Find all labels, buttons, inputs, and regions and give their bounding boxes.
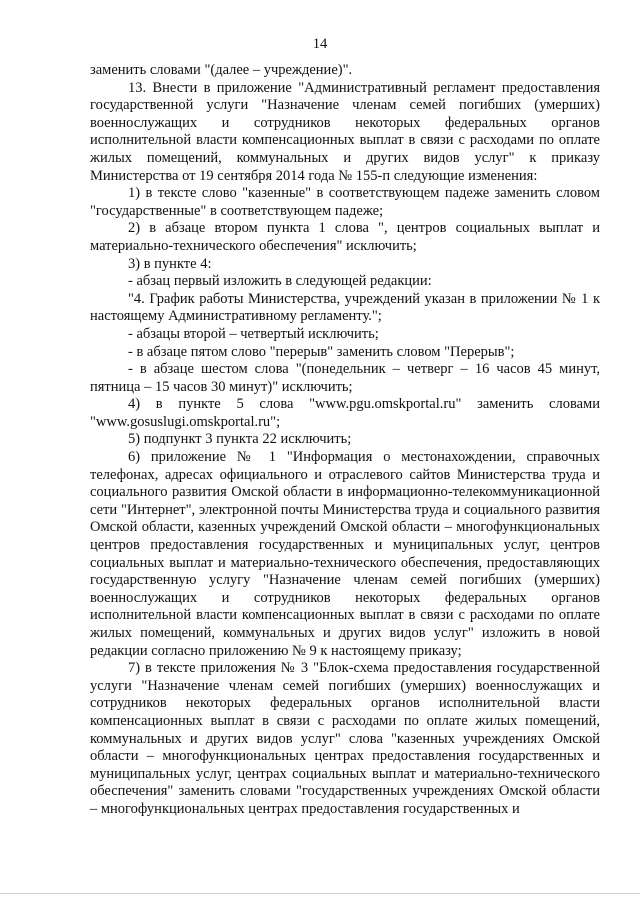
paragraph: 5) подпункт 3 пункта 22 исключить; <box>128 431 352 448</box>
paragraph: 13. Внести в приложение "Административный регламент предоставления государственной услуги "Назначение членам семей погибших (умерших) военнослужащих и сотрудников некоторых федеральных органов исполнительной власти компенсационных выплат в связи с расходами по оплате жилых помещений, коммунальных и других видов услуг" к приказу Министерства от 19 сентября 2014 года № 155-п следующие изменения: <box>90 79 600 184</box>
paragraph: заменить словами "(далее – учреждение)". <box>90 62 353 78</box>
page-number: 14 <box>312 36 328 52</box>
document-body <box>90 62 600 819</box>
paragraph: - абзацы второй – четвертый исключить; <box>128 325 379 342</box>
paragraph: 1) в тексте слово "казенные" в соответствующем падеже заменить словом "государственные" в соответствующем падеже; <box>90 185 600 219</box>
paragraph: 7) в тексте приложения № 3 "Блок-схема предоставления государственной услуги "Назначение членам семей погибших (умерших) военнослужащих и сотрудников некоторых федеральных органов исполнительной власти компенсационных выплат в связи с расходами по оплате жилых помещений, коммунальных и других видов услуг" слова "казенных учреждениях Омской области – многофункциональных центрах предоставления государственных и муниципальных услуг, центрах социальных выплат и материально-технического обеспечения" заменить словами "государственных учреждениях Омской области – многофункциональных центрах предоставления государственных и <box>90 660 600 817</box>
page-edge-divider <box>0 893 640 894</box>
paragraph: 6) приложение № 1 "Информация о местонахождении, справочных телефонах, адресах официального и отраслевого сайтов Министерства труда и социального развития Омской области в информационно-телекоммуникационной сети "Интернет", электронной почты Министерства труда и социального развития Омской области, казенных учреждений Омской области – многофункциональных центров предоставления государственных и муниципальных услуг, центров социальных выплат и материально-технического обеспечения, предоставляющих государственную услугу "Назначение членам семей погибших (умерших) военнослужащих и сотрудников некоторых федеральных органов исполнительной власти компенсационных выплат в связи с расходами по оплате жилых помещений, коммунальных и других видов услуг" изложить в новой редакции согласно приложению № 9 к настоящему приказу; <box>90 449 600 659</box>
paragraph: 3) в пункте 4: <box>128 255 212 272</box>
paragraph: - в абзаце пятом слово "перерыв" заменить словом "Перерыв"; <box>128 343 515 360</box>
paragraph: 4) в пункте 5 слова "www.pgu.omskportal.ru" заменить словами "www.gosuslugi.omskportal.ru"; <box>90 396 600 430</box>
paragraph: - абзац первый изложить в следующей редакции: <box>128 273 432 290</box>
paragraph: - в абзаце шестом слова "(понедельник – четверг – 16 часов 45 минут, пятница – 15 часов 30 минут)" исключить; <box>90 361 600 395</box>
paragraph: 2) в абзаце втором пункта 1 слова ", центров социальных выплат и материально-технического обеспечения" исключить; <box>90 220 600 254</box>
paragraph: "4. График работы Министерства, учреждений указан в приложении № 1 к настоящему Административному регламенту."; <box>90 290 600 325</box>
